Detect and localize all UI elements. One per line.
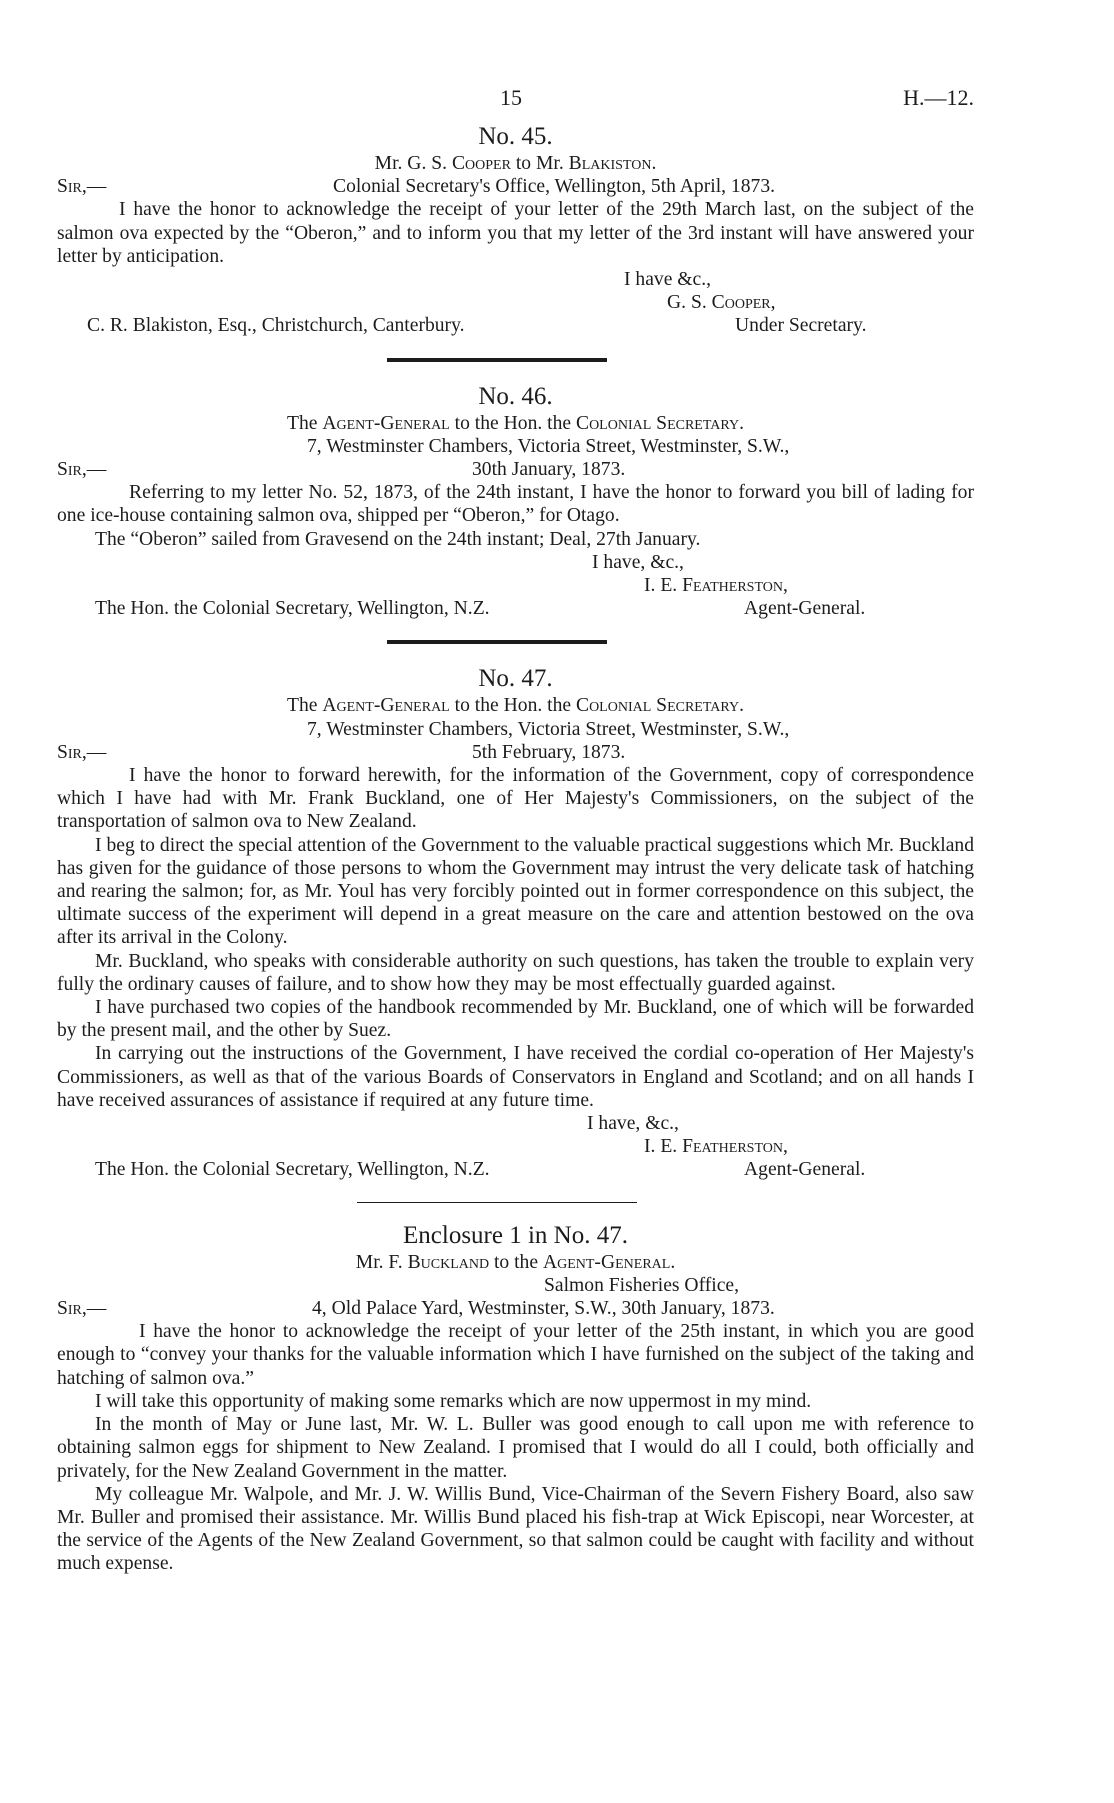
paragraph: In the month of May or June last, Mr. W. L. Buller was good enough to call upon me with reference to obtaining salmon eggs for shipment to New Zealand. I promised that I would do all I could, both officially and privately, for the New Zealand Government in the matter. [57,1414,974,1482]
enclosure-address-date: 4, Old Palace Yard, Westminster, S.W., 30th January, 1873. [312,1298,775,1320]
letter-number: No. 46. [478,382,553,410]
salutation-row [57,741,974,764]
letter-from-to: Mr. G. S. Cooper to Mr. Blakiston. [374,153,657,174]
salutation-row [57,458,974,481]
signature-title: Agent-General. [744,598,866,620]
paragraph: Referring to my letter No. 52, 1873, of the 24th instant, I have the honor to forward you bill of lading for one ice-house containing salmon ova, shipped per “Oberon,” for Otago. [57,482,974,527]
section-divider [387,358,607,362]
paragraph: I have the honor to acknowledge the receipt of your letter of the 25th instant, in which you are good enough to “convey your thanks for the valuable information which I have furnished on the subject of the taking and hatching of salmon ova.” [57,1321,974,1389]
letter-date: 5th February, 1873. [472,741,626,763]
salutation: Sir,— [57,741,107,763]
letter-from-to: The Agent-General to the Hon. the Colonial Secretary. [287,695,744,717]
signature: G. S. Cooper, [667,292,776,314]
enclosure-from-to: Mr. F. Buckland to the Agent-General. [355,1251,676,1273]
section-divider [387,640,607,644]
section-divider [357,1202,637,1203]
enclosure-title: Enclosure 1 in No. 47. [403,1221,628,1249]
letter-from-to: The Agent-General to the Hon. the Colonial Secretary. [287,412,744,434]
addressee: The Hon. the Colonial Secretary, Wellington, N.Z. [95,1159,490,1181]
letter-address: Colonial Secretary's Office, Wellington, 5th April, 1873. [333,176,776,198]
salutation-row [57,175,974,198]
addressee-row [57,314,974,337]
letter-address: 7, Westminster Chambers, Victoria Street, Westminster, S.W., [307,718,790,740]
salutation: Sir,— [57,176,107,198]
closing: I have &c., [624,269,712,291]
letter-date: 30th January, 1873. [472,459,626,481]
paragraph: The “Oberon” sailed from Gravesend on the 24th instant; Deal, 27th January. [95,528,701,550]
letter-45 [57,122,974,338]
salutation: Sir,— [57,1298,107,1320]
running-head [57,86,974,116]
session-reference: H.—12. [903,85,974,110]
paragraph: My colleague Mr. Walpole, and Mr. J. W. Willis Bund, Vice-Chairman of the Severn Fishery Board, also saw Mr. Buller and promised their assistance. Mr. Willis Bund placed his fish-trap at Wick Episcopi, near Worcester, at the service of the Agents of the New Zealand Government, so that salmon could be caught with facility and without much expense. [57,1483,974,1575]
addressee: The Hon. the Colonial Secretary, Wellington, N.Z. [95,598,490,620]
paragraph: I have the honor to forward herewith, for the information of the Government, copy of correspondence which I have had with Mr. Frank Buckland, one of Her Majesty's Commissioners, on the subject of the transportation of salmon ova to New Zealand. [57,765,974,833]
addressee-row [57,597,974,620]
enclosure-address: Salmon Fisheries Office, [544,1274,739,1296]
addressee-row [57,1158,974,1181]
paragraph: I have purchased two copies of the handbook recommended by Mr. Buckland, one of which will be forwarded by the present mail, and the other by Suez. [57,997,974,1042]
letter-number: No. 47. [478,665,553,693]
closing: I have, &c., [587,1113,679,1135]
salutation: Sir,— [57,459,107,481]
salutation-row [57,1297,974,1320]
paragraph: In carrying out the instructions of the Government, I have received the cordial co-operation of Her Majesty's Commissioners, as well as that of the various Boards of Conservators in England and Scotland; and on all hands I have received assurances of assistance if required at any future time. [57,1043,974,1111]
signature-title: Agent-General. [744,1159,866,1181]
signature-title: Under Secretary. [735,315,867,337]
page-number: 15 [500,85,522,110]
letter-address: 7, Westminster Chambers, Victoria Street, Westminster, S.W., [307,435,790,457]
signature: I. E. Featherston, [644,1136,788,1158]
paragraph: Mr. Buckland, who speaks with considerable authority on such questions, has taken the trouble to explain very fully the ordinary causes of failure, and to show how they may be most effectually guarded against. [57,950,974,995]
letter-body: I have the honor to acknowledge the receipt of your letter of the 29th March last, on the subject of the salmon ova expected by the “Oberon,” and to inform you that my letter of the 3rd instant will have answered your letter by anticipation. [57,199,974,267]
signature: I. E. Featherston, [644,575,788,597]
enclosure-1 [57,1221,974,1576]
addressee: C. R. Blakiston, Esq., Christchurch, Canterbury. [87,315,465,337]
letter-number: No. 45. [478,123,553,150]
closing: I have, &c., [592,551,684,573]
letter-46 [57,382,974,621]
paragraph: I beg to direct the special attention of the Government to the valuable practical suggestions which Mr. Buckland has given for the guidance of those persons to whom the Government may intrust the very delicate task of hatching and rearing the salmon; for, as Mr. Youl has very forcibly pointed out in former correspondence on this subject, the ultimate success of the experiment will depend in a great measure on the care and attention bestowed on the ova after its arrival in the Colony. [57,834,974,949]
letter-47 [57,664,974,1181]
paragraph: I will take this opportunity of making some remarks which are now uppermost in my mind. [95,1390,812,1412]
